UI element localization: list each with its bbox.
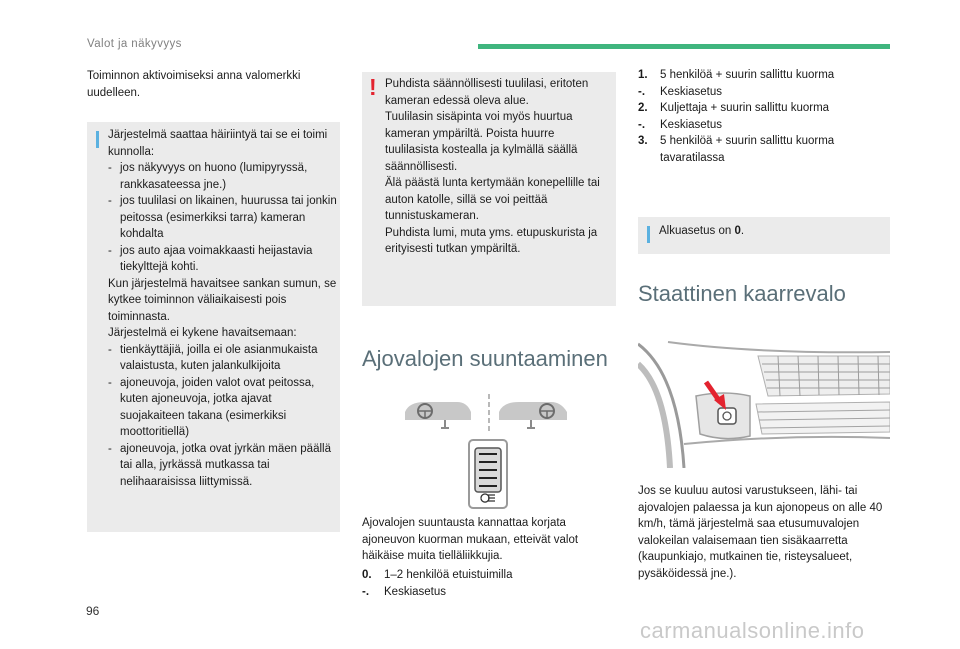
default-setting-value: 0 (734, 225, 741, 237)
car-low-beam-icon (405, 402, 471, 428)
warning-p3: Älä päästä lunta kertymään konepellille tai auton katolle, sillä se voi peittää tunnistuskameran. (385, 177, 600, 222)
list-item: - ajoneuvoja, jotka ovat jyrkän mäen päällä tai alla, jyrkässä mutkassa tai nelihaaraisissa liittymissä. (108, 442, 331, 488)
info-icon (96, 131, 99, 148)
headlamp-adjustment-illustration (395, 390, 585, 512)
list-item: 3. 5 henkilöä + suurin sallittu kuorma tavaratilassa (638, 135, 835, 164)
car-high-beam-icon (499, 402, 567, 428)
info-icon (647, 226, 650, 243)
section-title: Valot ja näkyvyys (87, 38, 182, 50)
cornering-light-paragraph: Jos se kuuluu autosi varustukseen, lähi- tai ajovalojen palaessa ja kun ajonopeus on alle 40 km/h, tämä järjestelmä saa etusumuvalojen valokeilan valaisemaan tien sisäkaarretta (kaupunkiajo, mutkainen tie, risteysalueet, pysäköidessä jne.). (638, 485, 883, 580)
list-item: -. Keskiasetus (638, 118, 723, 131)
heading-static-cornering-light: Staattinen kaarrevalo (638, 281, 846, 306)
list-item: -. Keskiasetus (638, 85, 723, 98)
fog-lamp-icon (718, 408, 736, 424)
list-item: -. Keskiasetus (362, 585, 447, 598)
info-middle-2: Järjestelmä ei kykene havaitsemaan: (108, 327, 297, 339)
load-settings-list-b (638, 67, 890, 166)
info-middle-1: Kun järjestelmä havaitsee sankan sumun, se kytkee toiminnon väliaikaisesti pois toiminnasta. (108, 277, 337, 323)
warning-p4: Puhdista lumi, muta yms. etupuskurista ja erityisesti tutkan ympäriltä. (385, 226, 598, 255)
info-box-default-setting: Alkuasetus on 0. (638, 217, 890, 254)
watermark: carmanualsonline.info (640, 618, 865, 643)
list-item: - tienkäyttäjiä, joilla ei ole asianmukaista valaistusta, kuten jalankulkijoita (108, 343, 318, 372)
list-item: 2. Kuljettaja + suurin sallittu kuorma (638, 102, 830, 114)
load-settings-list-a (362, 567, 612, 600)
list-item: 1. 5 henkilöä + suurin sallittu kuorma (638, 69, 835, 81)
list-item: - jos näkyvyys on huono (lumipyryssä, rankkasateessa jne.) (108, 162, 308, 191)
warning-p1: Puhdista säännöllisesti tuulilasi, eritoten kameran edessä oleva alue. (385, 78, 589, 107)
warning-icon: ! (369, 74, 377, 100)
thumbwheel-control-icon (469, 440, 507, 508)
section-color-bar (478, 44, 890, 49)
list-item: - ajoneuvoja, joiden valot ovat peitossa, kuten ajoneuvoja, jotka ajavat suojakaiteen takana (esimerkiksi moottoritiellä) (108, 376, 315, 438)
heading-headlamp-adjustment: Ajovalojen suuntaaminen (362, 346, 608, 371)
list-item: 0. 1–2 henkilöä etuistuimilla (362, 569, 513, 581)
warning-p2: Tuulilasin sisäpinta voi myös huurtua kameran ympäriltä. Poista huurre tuulilasista kostealla ja kylmällä säällä säännöllisesti. (385, 111, 578, 173)
info-lead: Järjestelmä saattaa häiriintyä tai se ei toimi kunnolla: (108, 129, 328, 158)
list-item: - jos auto ajaa voimakkaasti heijastavia tiekylttejä kohti. (108, 244, 313, 273)
warning-box-cleaning (362, 72, 616, 306)
info-box-conditions (87, 122, 340, 532)
headlamp-paragraph: Ajovalojen suuntausta kannattaa korjata ajoneuvon kuorman mukaan, etteivät valot häikäise muita tielläliikkujia. (362, 517, 579, 562)
cornering-light-illustration (638, 334, 890, 468)
intro-paragraph: Toiminnon aktivoimiseksi anna valomerkki uudelleen. (87, 70, 301, 99)
page-number: 96 (86, 604, 100, 618)
list-item: - jos tuulilasi on likainen, huurussa tai jonkin peitossa (esimerkiksi tarra) kameran kohdalta (108, 195, 337, 240)
